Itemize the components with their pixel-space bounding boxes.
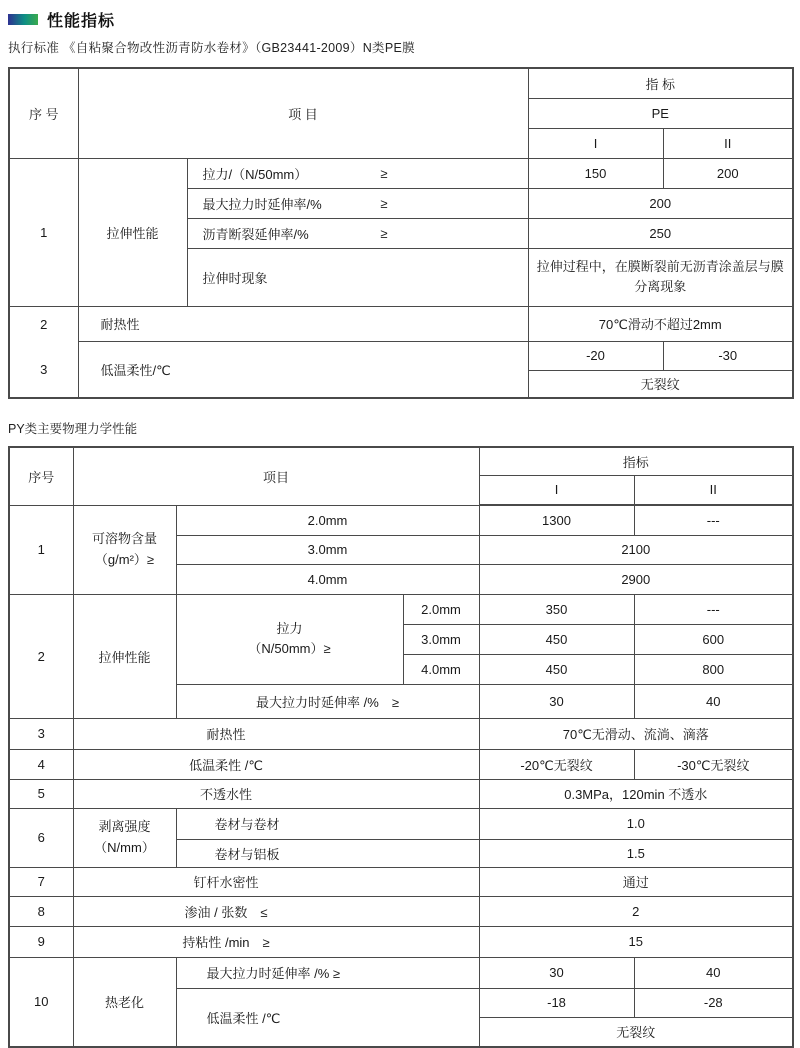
t2-r1-thickness-2mm: 2.0mm — [176, 505, 479, 535]
t2-r2-elong-v2: 40 — [634, 684, 793, 718]
t1-r1-phenomenon-value — [528, 248, 793, 306]
label-text: 最大拉力时延伸率/% — [202, 196, 322, 212]
table-row — [9, 926, 793, 957]
t2-r2-2mm-v2: --- — [634, 594, 793, 624]
t2-r2-4mm-v2: 800 — [634, 654, 793, 684]
t1-r1-tension-v1: 150 — [528, 158, 663, 188]
t2-r7-nail-label: 钉杆水密性 — [73, 867, 479, 896]
t2-r9-tack-label: 持粘性 /min ≥ — [73, 926, 479, 957]
t1-r1-bitumen-elong-value: 250 — [528, 218, 793, 248]
t1-r3-lowtemp-label: 低温柔性/℃ — [78, 341, 528, 398]
t2-r3-no: 3 — [9, 718, 73, 749]
t2-header-type1: I — [479, 475, 634, 505]
t2-r2-group-tensile: 拉伸性能 — [73, 594, 176, 718]
t2-r1-4mm-value: 2900 — [479, 564, 793, 594]
group-line2: （g/m²）≥ — [94, 551, 155, 567]
t1-header-type2: II — [663, 128, 793, 158]
t2-r8-oil-value: 2 — [479, 896, 793, 926]
t2-r2-4mm-v1: 450 — [479, 654, 634, 684]
t1-r1-no: 1 — [9, 158, 78, 306]
t1-r2-heat-label: 耐热性 — [78, 306, 528, 341]
force-line2: （N/50mm）≥ — [248, 641, 331, 656]
t1-r2-no: 2 — [40, 316, 48, 332]
page-title: 性能指标 — [47, 12, 116, 30]
t2-r1-no: 1 — [9, 505, 73, 594]
t2-r10b-lowtemp-label: 低温柔性 /℃ — [176, 988, 479, 1047]
t2-r2-3mm-v2: 600 — [634, 624, 793, 654]
t2-header-type2: II — [634, 475, 793, 505]
table-row — [9, 957, 793, 988]
t2-r5-impermeability-label: 不透水性 — [73, 779, 479, 808]
label-text: 沥青断裂延伸率/% — [202, 226, 309, 242]
t2-r10b-v2: -28 — [634, 988, 793, 1017]
t2-r9-no: 9 — [9, 926, 73, 957]
t1-r1-elong-value: 200 — [528, 188, 793, 218]
t2-r9-tack-value: 15 — [479, 926, 793, 957]
t2-r2-3mm-v1: 450 — [479, 624, 634, 654]
t2-r1-3mm-value: 2100 — [479, 535, 793, 564]
t2-header-no: 序号 — [9, 447, 73, 505]
t2-r2-thickness-4mm: 4.0mm — [403, 654, 479, 684]
geq-symbol: ≥ — [380, 225, 388, 241]
table-row — [9, 341, 793, 370]
t1-header-index: 指 标 — [528, 68, 793, 98]
t2-r10a-elong-label: 最大拉力时延伸率 /% ≥ — [176, 957, 479, 988]
t2-r2-thickness-3mm: 3.0mm — [403, 624, 479, 654]
t1-r3-lowtemp-v1: -20 — [528, 341, 663, 370]
py-section-heading: PY类主要物理力学性能 — [8, 422, 138, 436]
t2-r2-elong-label: 最大拉力时延伸率 /% ≥ — [176, 684, 479, 718]
t2-r1-2mm-v1: 1300 — [479, 505, 634, 535]
group-line1: 可溶物含量 — [91, 531, 157, 547]
t2-r10b-v3: 无裂纹 — [479, 1017, 793, 1047]
t2-r2-force-label — [176, 594, 403, 684]
t1-r1-tension-label — [187, 158, 528, 188]
t2-r2-elong-v1: 30 — [479, 684, 634, 718]
t2-r3-heat-value: 70℃无滑动、流淌、滴落 — [479, 718, 793, 749]
gradient-accent-bar-icon — [8, 14, 38, 25]
force-line1: 拉力 — [276, 620, 303, 636]
t1-header-no: 序 号 — [9, 68, 78, 158]
t2-r7-no: 7 — [9, 867, 73, 896]
t2-r10a-v2: 40 — [634, 957, 793, 988]
t2-r4-no: 4 — [9, 749, 73, 779]
table-row — [9, 594, 793, 624]
table-row — [9, 779, 793, 808]
t2-r5-impermeability-value: 0.3MPa，120min 不透水 — [479, 779, 793, 808]
t1-header-item: 项 目 — [78, 68, 528, 158]
t2-r4-lowtemp-v1: -20℃无裂纹 — [479, 749, 634, 779]
t1-r1-group-tensile: 拉伸性能 — [78, 158, 187, 306]
t2-r6a-label: 卷材与卷材 — [176, 808, 479, 839]
value-line2: 分离现象 — [634, 279, 687, 294]
t1-r1-tension-v2: 200 — [663, 158, 793, 188]
t2-r8-no: 8 — [9, 896, 73, 926]
table-row — [9, 808, 793, 839]
t1-r3-lowtemp-v2: -30 — [663, 341, 793, 370]
t2-r1-thickness-3mm: 3.0mm — [176, 535, 479, 564]
t1-header-type1: I — [528, 128, 663, 158]
t2-r10a-v1: 30 — [479, 957, 634, 988]
t1-r3-no: 3 — [40, 361, 48, 377]
table-row — [9, 158, 793, 188]
t1-r1-elong-label — [187, 188, 528, 218]
t2-r6a-value: 1.0 — [479, 808, 793, 839]
t2-r1-2mm-v2: --- — [634, 505, 793, 535]
t2-header-item: 项目 — [73, 447, 479, 505]
t2-r6b-label: 卷材与铝板 — [176, 839, 479, 867]
t2-r10-group-aging: 热老化 — [73, 957, 176, 1047]
geq-symbol: ≥ — [380, 195, 388, 211]
t2-r10-no: 10 — [9, 957, 73, 1047]
table-row — [9, 505, 793, 535]
t1-r1-phenomenon-label: 拉伸时现象 — [187, 248, 528, 306]
table-row — [9, 867, 793, 896]
t2-r2-2mm-v1: 350 — [479, 594, 634, 624]
table-row — [9, 896, 793, 926]
t2-r3-heat-label: 耐热性 — [73, 718, 479, 749]
t2-r5-no: 5 — [9, 779, 73, 808]
t2-r7-nail-value: 通过 — [479, 867, 793, 896]
t1-no-2-3-merged-cell — [9, 306, 78, 398]
table-row — [9, 718, 793, 749]
t2-header-index: 指标 — [479, 447, 793, 475]
t2-r1-thickness-4mm: 4.0mm — [176, 564, 479, 594]
table-row — [9, 749, 793, 779]
t2-r6-group-peel — [73, 808, 176, 867]
standard-reference-text: 执行标准 《自粘聚合物改性沥青防水卷材》（GB23441-2009）N类PE膜 — [8, 41, 415, 55]
t2-r4-lowtemp-label: 低温柔性 /℃ — [73, 749, 479, 779]
section-title-row — [8, 8, 792, 30]
py-spec-table — [8, 446, 794, 1048]
t2-r8-oil-label: 渗油 / 张数 ≤ — [73, 896, 479, 926]
t2-r2-thickness-2mm: 2.0mm — [403, 594, 479, 624]
table-row — [9, 306, 793, 341]
label-text: 拉力/（N/50mm） — [202, 166, 308, 182]
t2-r6b-value: 1.5 — [479, 839, 793, 867]
t2-r4-lowtemp-v2: -30℃无裂纹 — [634, 749, 793, 779]
t2-r1-group-soluble — [73, 505, 176, 594]
t2-r6-no: 6 — [9, 808, 73, 867]
t1-r1-bitumen-elong-label — [187, 218, 528, 248]
t2-r10b-v1: -18 — [479, 988, 634, 1017]
value-line1: 拉伸过程中，在膜断裂前无沥青涂盖层与膜 — [536, 258, 784, 274]
geq-symbol: ≥ — [380, 165, 388, 181]
t1-r2-heat-value: 70℃滑动不超过2mm — [528, 306, 793, 341]
group-line2: （N/mm） — [94, 839, 155, 855]
t1-r3-lowtemp-v3: 无裂纹 — [528, 370, 793, 398]
t1-header-pe: PE — [528, 98, 793, 128]
pe-spec-table — [8, 67, 794, 399]
group-line1: 剥离强度 — [98, 819, 151, 835]
t2-r2-no: 2 — [9, 594, 73, 718]
